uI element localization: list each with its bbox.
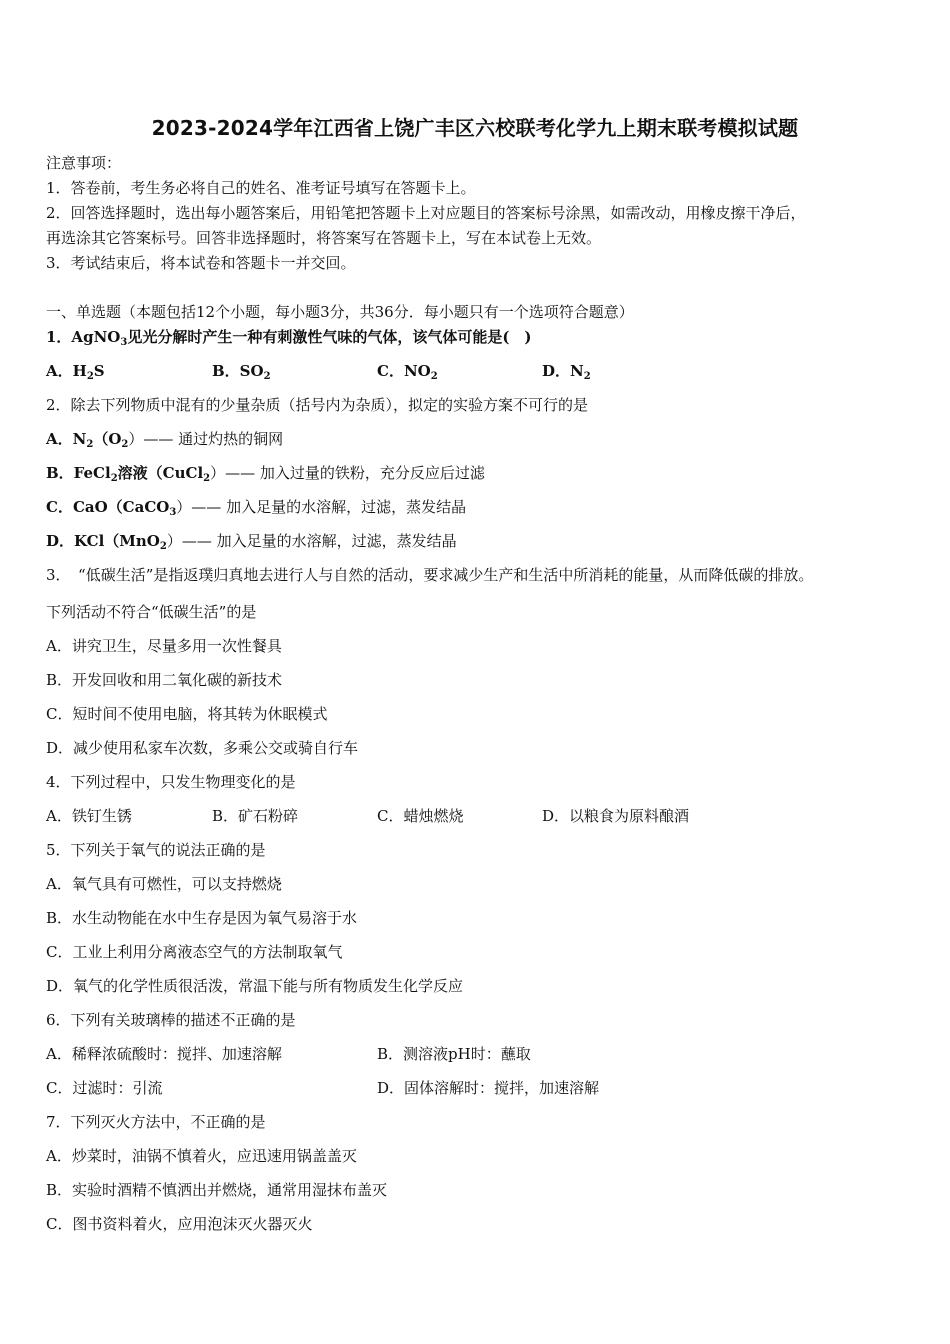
q2-b-3: ）—— 加入过量的铁粉，充分反应后过滤 [210, 464, 485, 482]
q2-b-sub-1: 2 [110, 473, 118, 484]
q2-option-b[interactable] [46, 463, 485, 483]
question-2-stem: 2．除去下列物质中混有的少量杂质（括号内为杂质），拟定的实验方案不可行的是 [46, 396, 589, 414]
q2-b-2: 溶液（CuCl [117, 464, 204, 482]
q4-option-c[interactable]: C．蜡烛燃烧 [377, 807, 464, 825]
question-7-stem: 7．下列灭火方法中，不正确的是 [46, 1113, 266, 1131]
q4-option-b[interactable]: B．矿石粉碎 [212, 807, 299, 825]
q5-option-a[interactable]: A．氧气具有可燃性，可以支持燃烧 [46, 875, 282, 893]
q1-sub: 3 [120, 337, 128, 348]
section-heading: 一、单选题（本题包括12个小题，每小题3分，共36分．每小题只有一个选项符合题意） [46, 303, 634, 321]
q1-option-d-sub: 2 [583, 371, 591, 382]
q5-option-d[interactable]: D．氧气的化学性质很活泼，常温下能与所有物质发生化学反应 [46, 977, 464, 995]
q1-prefix: 1．AgNO [46, 328, 121, 346]
q1-option-c-text: C．NO [377, 362, 431, 380]
q1-option-c[interactable] [377, 361, 438, 381]
q6-option-b[interactable]: B．测溶液pH时：蘸取 [377, 1045, 531, 1063]
q3-option-c[interactable]: C．短时间不使用电脑，将其转为休眠模式 [46, 705, 328, 723]
q1-option-a-text: A．H [46, 362, 87, 380]
q1-option-d[interactable] [542, 361, 591, 381]
q2-c-1: C．CaO（CaCO [46, 498, 170, 516]
q6-option-a[interactable]: A．稀释浓硫酸时：搅拌、加速溶解 [46, 1045, 282, 1063]
q3-option-d[interactable]: D．减少使用私家车次数，多乘公交或骑自行车 [46, 739, 359, 757]
q5-option-b[interactable]: B．水生动物能在水中生存是因为氧气易溶于水 [46, 909, 358, 927]
page-title: 2023-2024学年江西省上饶广丰区六校联考化学九上期末联考模拟试题 [151, 116, 799, 140]
q7-option-c[interactable]: C．图书资料着火，应用泡沫灭火器灭火 [46, 1215, 313, 1233]
q2-option-d[interactable] [46, 531, 457, 551]
q1-option-c-sub: 2 [430, 371, 438, 382]
notice-item: 2．回答选择题时，选出每小题答案后，用铅笔把答题卡上对应题目的答案标号涂黑，如需改动，用橡皮擦干净后， [46, 204, 806, 222]
question-1-stem [46, 327, 532, 347]
q5-option-c[interactable]: C．工业上利用分离液态空气的方法制取氧气 [46, 943, 343, 961]
q2-d-sub-1: 2 [159, 541, 167, 552]
q6-option-c[interactable]: C．过滤时：引流 [46, 1079, 163, 1097]
question-6-stem: 6．下列有关玻璃棒的描述不正确的是 [46, 1011, 296, 1029]
q3-option-a[interactable]: A．讲究卫生，尽量多用一次性餐具 [46, 637, 282, 655]
q2-option-a[interactable] [46, 429, 283, 449]
q2-a-sub-1: 2 [86, 439, 94, 450]
q2-a-3: ）—— 通过灼热的铜网 [128, 430, 284, 448]
q1-option-b-sub: 2 [263, 371, 271, 382]
q6-option-d[interactable]: D．固体溶解时：搅拌，加速溶解 [377, 1079, 600, 1097]
q4-option-a[interactable]: A．铁钉生锈 [46, 807, 132, 825]
q2-b-1: B．FeCl [46, 464, 111, 482]
q2-c-2: ）—— 加入足量的水溶解，过滤，蒸发结晶 [176, 498, 467, 516]
q2-d-2: ）—— 加入足量的水溶解，过滤，蒸发结晶 [166, 532, 457, 550]
question-3-stem: 3． “低碳生活”是指返璞归真地去进行人与自然的活动，要求减少生产和生活中所消耗的能量，从而降低碳的排放。 [46, 566, 814, 584]
q1-option-a-sub: 2 [86, 371, 94, 382]
q2-option-c[interactable] [46, 497, 466, 517]
q1-option-d-text: D．N [542, 362, 584, 380]
q3-option-b[interactable]: B．开发回收和用二氧化碳的新技术 [46, 671, 283, 689]
q7-option-a[interactable]: A．炒菜时，油锅不慎着火，应迅速用锅盖盖灭 [46, 1147, 357, 1165]
q2-a-1: A．N [46, 430, 87, 448]
q7-option-b[interactable]: B．实验时酒精不慎洒出并燃烧，通常用湿抹布盖灭 [46, 1181, 388, 1199]
q1-option-b-text: B．SO [212, 362, 264, 380]
notice-heading: 注意事项： [46, 154, 122, 172]
q2-c-sub-1: 3 [169, 507, 177, 518]
q1-suffix: 见光分解时产生一种有刺激性气味的气体，该气体可能是( ) [127, 328, 532, 346]
q2-a-2: （O [93, 430, 122, 448]
q2-a-sub-2: 2 [121, 439, 129, 450]
q4-option-d[interactable]: D．以粮食为原料酿酒 [542, 807, 690, 825]
question-5-stem: 5．下列关于氧气的说法正确的是 [46, 841, 266, 859]
q2-b-sub-2: 2 [203, 473, 211, 484]
q1-option-b[interactable] [212, 361, 271, 381]
q1-option-a[interactable] [46, 361, 105, 381]
question-4-stem: 4．下列过程中，只发生物理变化的是 [46, 773, 296, 791]
notice-item: 再选涂其它答案标号。回答非选择题时，将答案写在答题卡上，写在本试卷上无效。 [46, 229, 602, 247]
notice-item: 1．答卷前，考生务必将自己的姓名、准考证号填写在答题卡上。 [46, 179, 476, 197]
q2-d-1: D．KCl（MnO [46, 532, 160, 550]
notice-item: 3．考试结束后，将本试卷和答题卡一并交回。 [46, 254, 356, 272]
q1-option-a-end: S [93, 362, 105, 380]
question-3-stem-cont: 下列活动不符合“低碳生活”的是 [46, 603, 257, 621]
